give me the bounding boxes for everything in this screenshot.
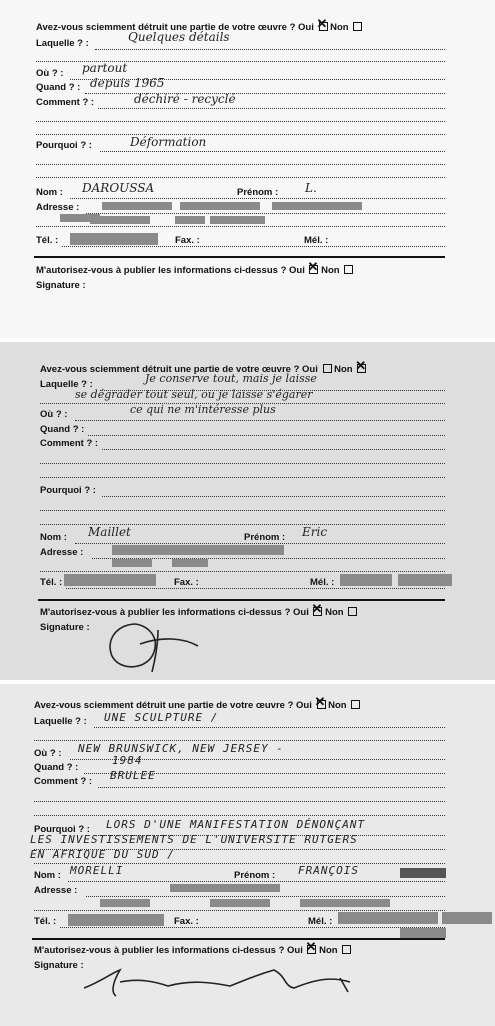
laquelle-value: Quelques détails: [128, 30, 230, 44]
fax-label: Fax. :: [174, 916, 199, 927]
prenom-value: L.: [305, 181, 317, 195]
divider: [34, 256, 445, 258]
non-checkbox[interactable]: [353, 22, 362, 31]
signature-label: Signature :: [36, 280, 86, 291]
nom-label: Nom :: [36, 187, 63, 198]
redaction: [180, 202, 260, 210]
mel-label: Mél. :: [308, 916, 333, 927]
adresse-label: Adresse :: [34, 885, 78, 896]
signature-drawing: [100, 612, 210, 674]
pourquoi-value-2: LES INVESTISSEMENTS DE L'UNIVERSITE RUTGERS: [30, 833, 358, 846]
redaction: [112, 559, 152, 567]
nom-value: DAROUSSA: [82, 181, 155, 195]
redaction: [170, 884, 280, 892]
tel-label: Tél. :: [36, 235, 59, 246]
destroyed-question: Avez-vous sciemment détruit une partie de votre œuvre ? Oui Non ✕: [40, 364, 366, 375]
publish-question: M'autorisez-vous à publier les informations ci-dessus ? Oui ✕ Non: [36, 265, 353, 276]
nom-value: Maillet: [88, 525, 131, 539]
redaction: [68, 914, 164, 926]
ou-value: partout: [82, 61, 128, 75]
quand-label: Quand ? :: [34, 762, 79, 773]
pourquoi-value: Déformation: [130, 135, 207, 149]
quand-label: Quand ? :: [40, 424, 85, 435]
publish-oui-checkbox[interactable]: [309, 265, 318, 274]
adresse-label: Adresse :: [40, 547, 84, 558]
fax-label: Fax. :: [175, 235, 200, 246]
signature-drawing: [80, 952, 370, 1002]
laquelle-label: Laquelle ? :: [34, 716, 87, 727]
comment-label: Comment ? :: [36, 97, 95, 108]
ou-label: Où ? :: [34, 748, 62, 759]
publish-question: M'autorisez-vous à publier les informations ci-dessus ? Oui ✕ Non: [34, 945, 351, 956]
nom-label: Nom :: [40, 532, 67, 543]
laquelle-label: Laquelle ? :: [40, 379, 93, 390]
redaction: [70, 233, 158, 245]
signature-label: Signature :: [34, 960, 84, 971]
divider: [38, 599, 445, 601]
redaction: [90, 216, 150, 224]
tel-label: Tél. :: [34, 916, 57, 927]
redaction: [338, 912, 438, 924]
destroyed-question: Avez-vous sciemment détruit une partie de votre œuvre ? Oui ✕ Non: [34, 700, 360, 711]
mel-label: Mél. :: [310, 577, 335, 588]
comment-value: BRULEE: [110, 769, 156, 782]
comment-label: Comment ? :: [40, 438, 99, 449]
publish-non-checkbox[interactable]: [344, 265, 353, 274]
redaction: [400, 868, 446, 878]
form-card-2: [0, 342, 495, 680]
ou-value: NEW BRUNSWICK, NEW JERSEY -: [78, 742, 284, 755]
redaction: [112, 545, 284, 555]
tel-label: Tél. :: [40, 577, 63, 588]
redaction: [400, 928, 446, 938]
nom-value: MORELLI: [70, 864, 124, 877]
pourquoi-value-3: EN AFRIQUE DU SUD /: [30, 848, 175, 861]
redaction: [398, 574, 452, 586]
prenom-value: FRANÇOIS: [298, 864, 359, 877]
signature-label: Signature :: [40, 622, 90, 633]
prenom-label: Prénom :: [237, 187, 279, 198]
non-checkbox[interactable]: [357, 364, 366, 373]
laquelle-value-2: se dégrader tout seul, ou je laisse s'égarer: [75, 388, 313, 401]
redaction: [172, 559, 208, 567]
pourquoi-label: Pourquoi ? :: [36, 140, 92, 151]
redaction: [442, 912, 492, 924]
divider: [32, 938, 445, 940]
ou-label: Où ? :: [40, 409, 68, 420]
prenom-label: Prénom :: [244, 532, 286, 543]
quand-value: depuis 1965: [90, 76, 165, 90]
oui-checkbox[interactable]: [319, 22, 328, 31]
quand-label: Quand ? :: [36, 82, 81, 93]
pourquoi-value-1: LORS D'UNE MANIFESTATION DÉNONÇANT: [106, 818, 366, 831]
redaction: [300, 899, 390, 907]
laquelle-value-1: Je conserve tout, mais je laisse: [145, 372, 317, 385]
form-card-1: [0, 0, 495, 338]
pourquoi-label: Pourquoi ? :: [40, 485, 96, 496]
mel-label: Mél. :: [304, 235, 329, 246]
publish-question: M'autorisez-vous à publier les informations ci-dessus ? Oui ✕ Non: [40, 607, 357, 618]
redaction: [100, 899, 150, 907]
nom-label: Nom :: [34, 870, 61, 881]
quand-value: 1984: [112, 754, 143, 767]
oui-checkbox[interactable]: [323, 364, 332, 373]
non-checkbox[interactable]: [351, 700, 360, 709]
comment-value: déchiré - recyclé: [134, 92, 236, 106]
comment-label: Comment ? :: [34, 776, 93, 787]
redaction: [210, 216, 265, 224]
redaction: [102, 202, 172, 210]
destroyed-question: Avez-vous sciemment détruit une partie de votre œuvre ? Oui ✕ Non: [36, 22, 362, 33]
redaction: [272, 202, 362, 210]
laquelle-value-3: ce qui ne m'intéresse plus: [130, 403, 276, 416]
redaction: [175, 216, 205, 224]
publish-non-checkbox[interactable]: [348, 607, 357, 616]
redaction: [64, 574, 156, 586]
adresse-label: Adresse :: [36, 202, 80, 213]
redaction: [210, 899, 270, 907]
laquelle-label: Laquelle ? :: [36, 38, 89, 49]
oui-checkbox[interactable]: [317, 700, 326, 709]
redaction: [340, 574, 392, 586]
laquelle-value: UNE SCULPTURE /: [104, 711, 219, 724]
ou-label: Où ? :: [36, 68, 64, 79]
prenom-value: Eric: [302, 525, 328, 539]
publish-oui-checkbox[interactable]: [313, 607, 322, 616]
form-card-3: [0, 684, 495, 1026]
pourquoi-label: Pourquoi ? :: [34, 824, 90, 835]
prenom-label: Prénom :: [234, 870, 276, 881]
fax-label: Fax. :: [174, 577, 199, 588]
